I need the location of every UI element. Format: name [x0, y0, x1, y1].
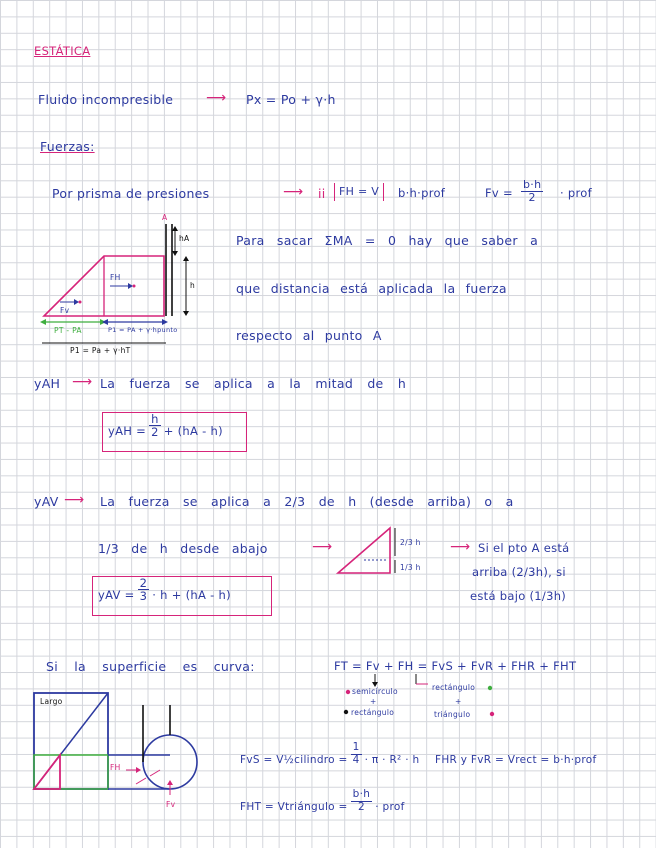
label-fv: Fv — [60, 306, 70, 315]
arrow-icon: ⟶ — [312, 539, 333, 555]
label-ha: hA — [179, 234, 190, 243]
arrow-icon: ⟶ — [283, 184, 304, 200]
semicirculo-label: semicírculo — [352, 687, 398, 696]
arrow-icon: ⟶ — [450, 539, 471, 555]
yah-label: yAH — [34, 376, 61, 391]
yah-text: La fuerza se aplica a la mitad de h — [100, 376, 407, 391]
label-h: h — [190, 281, 196, 290]
fvs-formula: FvS = V½cilindro = $\frac{1}{4}$ · π · R² · h — [240, 741, 420, 766]
yav-note1: Si el pto A está — [478, 541, 570, 555]
yav-label: yAV — [34, 494, 59, 509]
tri-top-label: 2/3 h — [400, 538, 421, 547]
yav-text: La fuerza se aplica a 2/3 de h (desde arriba) o a — [100, 494, 514, 509]
arrow-icon: ⟶ — [72, 374, 93, 390]
prisma-label: Por prisma de presiones — [52, 186, 210, 201]
page-title: ESTÁTICA — [34, 44, 91, 58]
yav-text2: 1/3 de h desde abajo — [98, 541, 268, 556]
tri-bottom-label: 1/3 h — [400, 563, 421, 572]
label-pa: P1 = PA + γ·hpunto — [108, 326, 178, 334]
curva-text: Si la superficie es curva: — [46, 659, 255, 674]
plus-label: + — [370, 697, 377, 706]
label-large: Largo — [40, 697, 63, 706]
fv-rest: · prof — [560, 186, 592, 200]
fv-fraction: $\frac{b\cdot h}{2}$ — [523, 178, 542, 204]
fht-formula: FHT = Vtriángulo = $\frac{b\cdot h}{2}$ · prof — [240, 788, 405, 813]
ii-mark: ii — [318, 186, 326, 201]
label-fh: FH — [110, 273, 121, 282]
fh-bracket: FH = V — [334, 183, 384, 201]
triangulo-label: triángulo — [434, 710, 471, 719]
fuerzas-header: Fuerzas: — [40, 139, 95, 154]
para-sacar-line1: Para sacar ΣMA = 0 hay que saber a — [236, 233, 539, 248]
yav-note3: está bajo (1/3h) — [470, 589, 567, 603]
rectangulo1-label: rectángulo — [351, 708, 395, 717]
label-a: A — [162, 213, 168, 222]
fhr-formula: FHR y FvR = Vrect = b·h·prof — [435, 754, 597, 766]
label-fv: Fv — [166, 800, 176, 809]
rectangulo2-label: rectángulo — [432, 683, 476, 692]
label-fh: FH — [110, 763, 121, 772]
label-bottom: P1 = Pa + γ·hT — [70, 346, 131, 355]
fh-rest: b·h·prof — [398, 186, 446, 200]
plus-label: + — [455, 697, 462, 706]
yav-formula: yAV = $\frac{2}{3}$ · h + (hA - h) — [98, 575, 231, 603]
arrow-icon: ⟶ — [206, 90, 227, 106]
para-sacar-line2: que distancia está aplicada la fuerza — [236, 281, 507, 296]
fluido-equation: Px = Po + γ·h — [246, 92, 336, 107]
arrow-icon: ⟶ — [64, 492, 85, 508]
fluido-label: Fluido incompresible — [38, 92, 174, 107]
label-pt-pa: PT - PA — [54, 326, 82, 335]
para-sacar-line3: respecto al punto A — [236, 328, 382, 343]
curva-equation: FT = Fv + FH = FvS + FvR + FHR + FHT — [334, 659, 577, 673]
yah-formula: yAH = $\frac{h}{2}$ + (hA - h) — [108, 411, 223, 439]
fv-lhs: Fv = — [485, 186, 513, 200]
yav-note2: arriba (2/3h), si — [472, 565, 566, 579]
